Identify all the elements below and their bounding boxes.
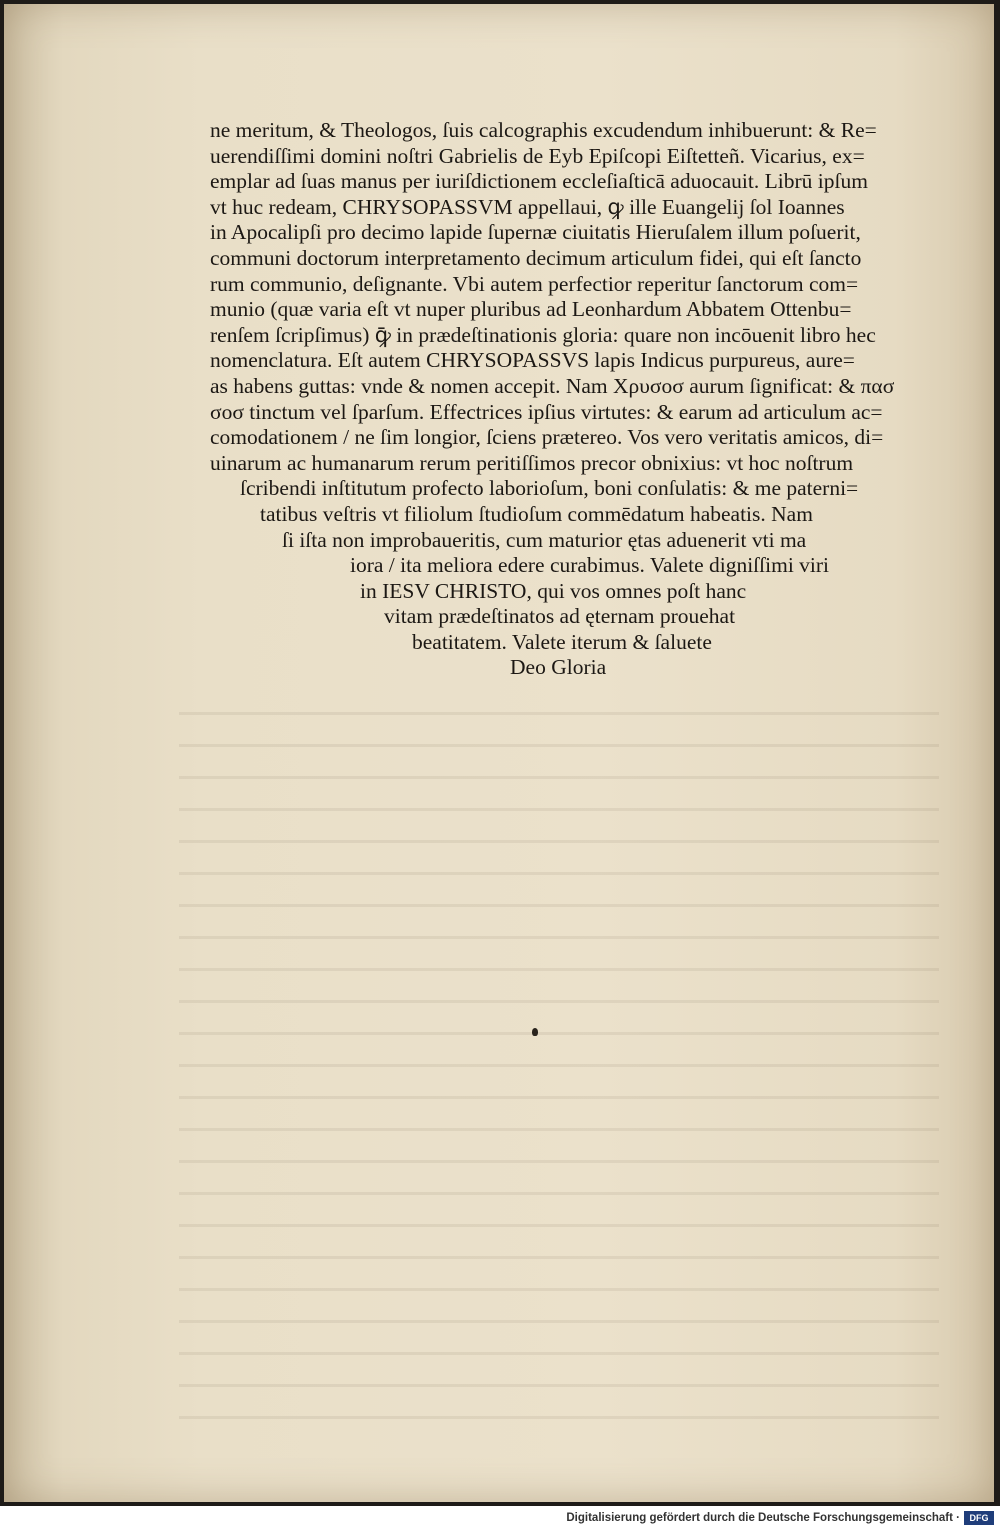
page-text bbox=[210, 118, 945, 681]
footer-credit: Digitalisierung gefördert durch die Deutsche Forschungsgemeinschaft · bbox=[566, 1512, 960, 1524]
text-line: iora / ita meliora edere curabimus. Valete digniſſimi viri bbox=[350, 553, 830, 578]
footer-bar bbox=[0, 1506, 1000, 1531]
dfg-logo: DFG bbox=[964, 1511, 994, 1525]
text-line: rum communio, deſignante. Vbi autem perfectior reperitur ſanctorum com= bbox=[210, 271, 859, 296]
text-line: comodationem / ne ſim longior, ſciens prætereo. Vos vero veritatis amicos, di= bbox=[210, 425, 884, 450]
text-line: tatibus veſtris vt filiolum ſtudioſum commēdatum habeatis. Nam bbox=[260, 501, 813, 526]
closing-line: Deo Gloria bbox=[510, 655, 607, 680]
text-line: nomenclatura. Eſt autem CHRYSOPASSVS lapis Indicus purpureus, aure= bbox=[210, 348, 855, 373]
text-line: vt huc redeam, CHRYSOPASSVM appellaui, ꝙ ille Euangelij ſol Ioannes bbox=[210, 194, 845, 219]
text-line: renſem ſcripſimus) ꝙ̄ in prædeſtinationis gloria: quare non incōuenit libro hec bbox=[210, 322, 876, 347]
text-line: σοσ tinctum vel ſparſum. Effectrices ipſius virtutes: & earum ad articulum ac= bbox=[210, 399, 883, 424]
text-line: emplar ad ſuas manus per iuriſdictionem eccleſiaſticā aduocauit. Librū ipſum bbox=[210, 169, 868, 194]
text-line: communi doctorum interpretamento decimum articulum fidei, qui eſt ſancto bbox=[210, 245, 862, 270]
text-line: uinarum ac humanarum rerum peritiſſimos precor obnixius: vt hoc noſtrum bbox=[210, 450, 854, 475]
text-line: in Apocalipſi pro decimo lapide ſupernæ ciuitatis Hieruſalem illum poſuerit, bbox=[210, 220, 861, 245]
text-line: in IESV CHRISTO, qui vos omnes poſt hanc bbox=[360, 578, 747, 603]
text-line: vitam prædeſtinatos ad ęternam prouehat bbox=[384, 604, 736, 629]
text-line: ſcribendi inſtitutum profecto laborioſum, boni conſulatis: & me paterni= bbox=[240, 476, 859, 501]
show-through-bleed bbox=[179, 694, 939, 1424]
text-line: munio (quæ varia eſt vt nuper pluribus ad Leonhardum Abbatem Ottenbu= bbox=[210, 297, 852, 322]
text-line: beatitatem. Valete iterum & ſaluete bbox=[412, 629, 712, 654]
text-line: uerendiſſimi domini noſtri Gabrielis de Eyb Epiſcopi Eiſtetteñ. Vicarius, ex= bbox=[210, 143, 865, 168]
ink-speck bbox=[532, 1028, 538, 1036]
text-line: ne meritum, & Theologos, ſuis calcographis excudendum inhibuerunt: & Re= bbox=[210, 118, 877, 142]
text-line: as habens guttas: vnde & nomen accepit. Nam Χρυσοσ aurum ſignificat: & πασ bbox=[210, 373, 895, 398]
text-line: ſi iſta non improbaueritis, cum maturior ętas aduenerit vti ma bbox=[282, 527, 807, 552]
